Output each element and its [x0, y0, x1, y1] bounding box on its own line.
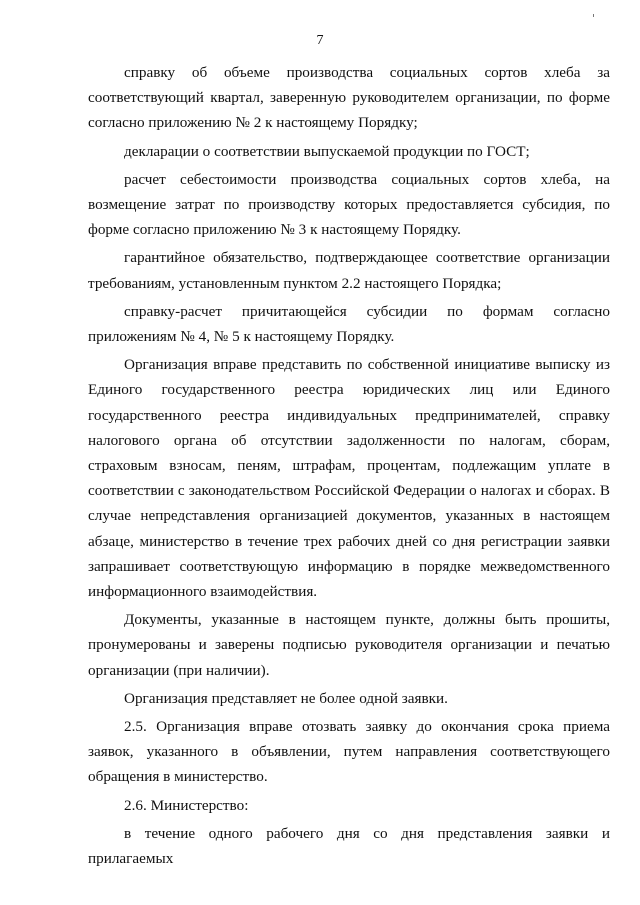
- paragraph-gost-declaration: декларации о соответствии выпускаемой продукции по ГОСТ;: [124, 142, 530, 160]
- paragraph-cost-calculation: расчет себестоимости производства социальных сортов хлеба, на возмещение затрат по производству которых предоставляется субсидия, по форме согласно приложению № 3 к настоящему Порядку.: [88, 170, 610, 239]
- paragraph-ministry-duty: в течение одного рабочего дня со дня представления заявки и прилагаемых: [88, 824, 610, 868]
- paragraph-clause-2-6: 2.6. Министерство:: [124, 796, 249, 814]
- paragraph-registry-extract: Организация вправе представить по собственной инициативе выписку из Единого государственного реестра юридических лиц или Единого государственного реестра индивидуальных предпринимателей, справку налогового органа об отсутствии задолженности по налогам, сборам, страховым взносам, пеням, штрафам, процентам, подлежащим уплате в соответствии с законодательством Российской Федерации о налогах и сборах. В случае непредставления организацией документов, указанных в настоящем абзаце, министерство в течение трех рабочих дней со дня регистрации заявки запрашивает соответствующую информацию в порядке межведомственного информационного взаимодействия.: [88, 356, 610, 601]
- paragraph-subsidy-calculation: справку-расчет причитающейся субсидии по формам согласно приложениям № 4, № 5 к настоящему Порядку.: [88, 302, 610, 346]
- paragraph-volume-certificate: справку об объеме производства социальных сортов хлеба за соответствующий квартал, заверенную руководителем организации, по форме согласно приложению № 2 к настоящему Порядку;: [88, 64, 610, 132]
- scan-mark: [593, 14, 594, 17]
- paragraph-single-application: Организация представляет не более одной заявки.: [124, 689, 448, 707]
- paragraph-clause-2-5: 2.5. Организация вправе отозвать заявку до окончания срока приема заявок, указанного в объявлении, путем направления соответствующего обращения в министерство.: [88, 718, 610, 786]
- page-number: 7: [316, 33, 324, 48]
- paragraph-document-binding: Документы, указанные в настоящем пункте, должны быть прошиты, пронумерованы и заверены подписью руководителя организации и печатью организации (при наличии).: [88, 611, 610, 679]
- paragraph-guarantee: гарантийное обязательство, подтверждающее соответствие организации требованиям, установленным пунктом 2.2 настоящего Порядка;: [88, 249, 610, 292]
- document-body: [88, 60, 610, 874]
